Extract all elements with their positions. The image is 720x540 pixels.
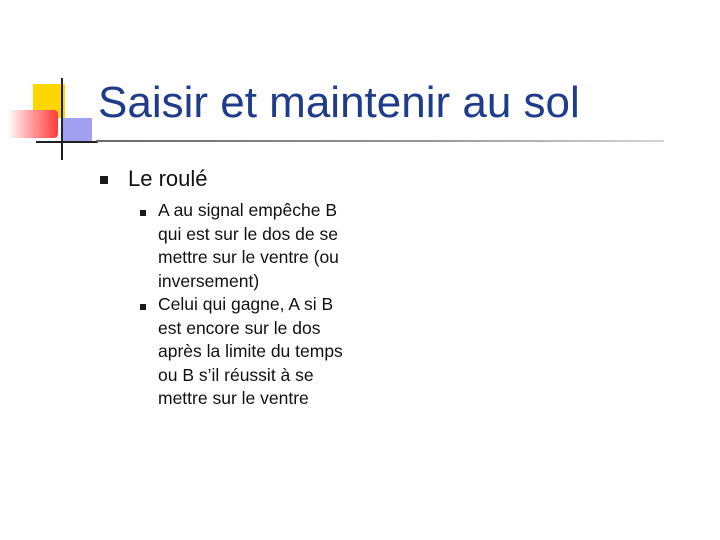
subbullet-line: est encore sur le dos	[158, 317, 321, 338]
subbullet-marker	[140, 304, 146, 310]
subbullet-line: après la limite du temps	[158, 341, 343, 361]
bullet-marker	[100, 176, 108, 184]
bullet-text: Le roulé	[128, 166, 208, 191]
subbullet-line: ou B s’il réussit à se	[158, 364, 314, 385]
logo-red-bar	[8, 110, 58, 138]
subbullet-line: qui est sur le dos de se	[158, 223, 338, 244]
subbullet-text	[158, 199, 388, 293]
subbullet-line: mettre sur le ventre (ou	[158, 247, 339, 267]
subbullet-line: inversement)	[158, 270, 260, 291]
slide-title: Saisir et maintenir au sol	[98, 78, 580, 127]
logo-blue-square	[62, 118, 92, 142]
logo-vertical-line	[61, 78, 63, 160]
subbullet-marker	[140, 210, 146, 216]
subbullet-line: mettre sur le ventre	[158, 388, 309, 408]
subbullet-line: A au signal empêche B	[158, 200, 338, 220]
title-underline	[96, 140, 664, 142]
subbullet-text	[158, 293, 388, 411]
logo-horizontal-line	[36, 141, 98, 143]
subbullet-line: Celui qui gagne, A si B	[158, 294, 334, 314]
